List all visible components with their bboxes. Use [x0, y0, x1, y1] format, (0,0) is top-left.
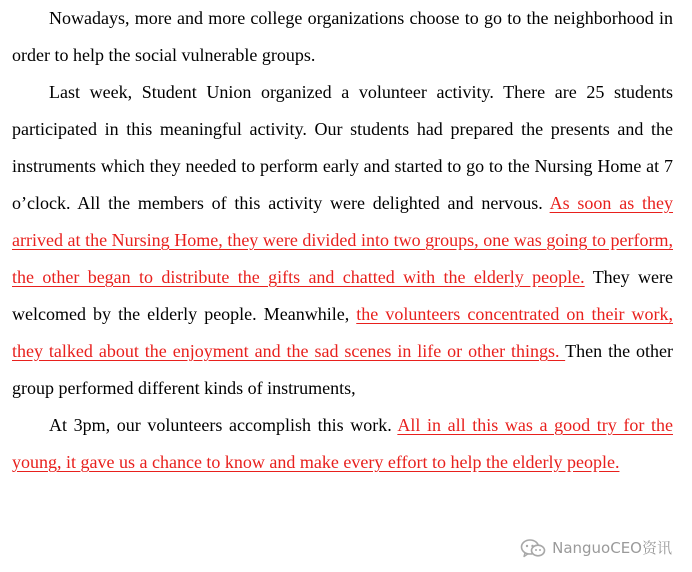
- paragraph-2-text-2: They were welcomed by the elderly people. Meanwhile,: [12, 267, 674, 324]
- document-body: [12, 0, 673, 481]
- paragraph-2-highlight-1: As soon as they arrived at the Nursing Home, they were divided into two groups, one was going to perform, the other began to distribute the gifts and chatted with the elderly people.: [12, 193, 674, 287]
- paragraph-2-highlight-2: the volunteers concentrated on their work, they talked about the enjoyment and the sad scenes in life or other things.: [12, 304, 673, 361]
- paragraph-3: [12, 407, 673, 481]
- paragraph-2: [12, 74, 673, 407]
- watermark-text: NanguoCEO资讯: [552, 539, 672, 557]
- watermark: [520, 537, 672, 558]
- paragraph-1-text: Nowadays, more and more college organizations choose to go to the neighborhood in order to help the social vulnerable groups.: [12, 8, 673, 65]
- paragraph-2-text-3: Then the other group performed different kinds of instruments,: [12, 341, 673, 398]
- paragraph-1: [12, 0, 673, 74]
- wechat-official-account-icon: [520, 538, 546, 558]
- paragraph-2-text-1: Last week, Student Union organized a volunteer activity. There are 25 students participated in this meaningful activity. Our students had prepared the presents and the instruments which they needed to perform early and started to go to the Nursing Home at 7 o’clock. All the members of this activity were delighted and nervous.: [12, 82, 673, 213]
- paragraph-3-text-1: At 3pm, our volunteers accomplish this work.: [49, 415, 398, 435]
- paragraph-3-highlight-1: All in all this was a good try for the young, it gave us a chance to know and make every effort to help the elderly people.: [12, 415, 673, 472]
